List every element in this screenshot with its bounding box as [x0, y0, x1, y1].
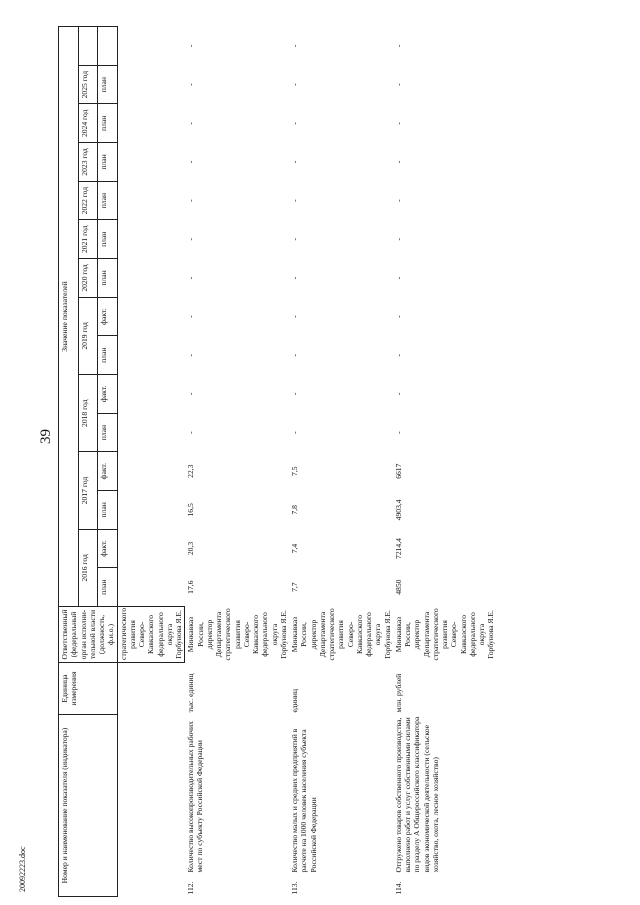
- header-plan: план: [98, 65, 118, 104]
- unit-cell: тыс. единиц: [185, 673, 195, 713]
- value-cell: -: [290, 44, 299, 48]
- responsible-cell: Минкавказ России, директор Департамента стратегического развития Северо-Кавказского федерального округа Горбунова Я.Е.: [186, 608, 288, 661]
- header-plan: план: [98, 413, 118, 452]
- indicator-name: Отгружено товаров собственного производства, выполнено работ и услуг собственными силами по разделу А Общероссийского классификатора видов экономической деятельности (сельское хозяйство, охота, лесное хозяйство): [393, 716, 440, 873]
- value-cell: -: [393, 276, 403, 280]
- header-spacer: [78, 26, 98, 65]
- value-cell: 7,8: [290, 505, 299, 515]
- value-cell: -: [185, 44, 195, 48]
- header-fact: факт.: [98, 529, 118, 568]
- value-cell: 7,5: [290, 466, 299, 476]
- header-year: 2021 год: [78, 220, 98, 259]
- header-year: 2023 год: [78, 143, 98, 182]
- value-cell: -: [290, 238, 299, 241]
- row-number: 113.: [290, 881, 299, 895]
- value-cell: -: [393, 431, 403, 434]
- unit-cell: единиц: [290, 689, 299, 713]
- value-cell: 4903,4: [393, 499, 403, 521]
- page-number: 39: [38, 429, 54, 444]
- table-row: [393, 26, 497, 896]
- value-cell: -: [290, 160, 299, 164]
- value-cell: -: [393, 122, 403, 125]
- indicator-name: Количество высокопроизводительных рабочих мест по субъекту Российской Федерации: [185, 721, 204, 873]
- table-row: [289, 26, 393, 896]
- header-plan: план: [98, 491, 118, 530]
- header-fact: факт.: [98, 297, 118, 336]
- header-year: 2016 год: [78, 529, 98, 606]
- header-year: 2024 год: [78, 104, 98, 143]
- header-year: 2020 год: [78, 259, 98, 298]
- table-row: [185, 26, 289, 896]
- value-cell: -: [290, 83, 299, 86]
- value-cell: -: [290, 315, 299, 318]
- header-plan: план: [98, 220, 118, 259]
- value-cell: -: [290, 199, 299, 202]
- header-plan: план: [98, 568, 118, 607]
- header-year: 2019 год: [78, 297, 98, 374]
- indicators-table: [58, 26, 497, 897]
- value-cell: -: [290, 431, 299, 434]
- header-number-name: Номер и наименование показателя (индикатора): [59, 715, 118, 897]
- value-cell: -: [185, 315, 195, 318]
- value-cell: -: [185, 392, 195, 396]
- header-year: 2025 год: [78, 65, 98, 104]
- value-cell: -: [290, 276, 299, 280]
- header-plan: план: [98, 181, 118, 220]
- responsible-cell: стратегического развития Северо-Кавказского федерального округа Горбунова Я.Е.: [117, 607, 185, 663]
- header-year: 2022 год: [78, 181, 98, 220]
- value-cell: 7,4: [290, 543, 299, 554]
- unit-cell: млн. рублей: [393, 673, 403, 713]
- header-values: Значение показателей: [59, 26, 79, 606]
- value-cell: -: [393, 160, 403, 164]
- value-cell: 17,6: [185, 580, 195, 594]
- value-cell: -: [393, 199, 403, 202]
- value-cell: -: [393, 83, 403, 86]
- header-plan: план: [98, 259, 118, 298]
- header-responsible: Ответственный (федеральный орган исполни-тельной власти (должность, ф.и.о.): [59, 607, 118, 663]
- value-cell: -: [393, 353, 403, 357]
- value-cell: 16,5: [185, 503, 195, 517]
- value-cell: -: [393, 392, 403, 396]
- value-cell: 7,7: [290, 582, 299, 592]
- header-plan: план: [98, 336, 118, 375]
- rotated-table-wrapper: [58, 27, 628, 897]
- value-cell: -: [393, 44, 403, 48]
- value-cell: -: [393, 238, 403, 241]
- header-fact: факт.: [98, 452, 118, 491]
- value-cell: -: [290, 392, 299, 396]
- value-cell: -: [393, 315, 403, 318]
- continuation-row: [117, 26, 185, 896]
- row-number: 114.: [393, 881, 403, 895]
- value-cell: -: [185, 353, 195, 357]
- value-cell: -: [185, 83, 195, 86]
- row-number: 112.: [185, 881, 195, 895]
- value-cell: -: [290, 122, 299, 125]
- header-year: 2017 год: [78, 452, 98, 529]
- value-cell: 4850: [393, 579, 403, 595]
- value-cell: -: [185, 276, 195, 280]
- header-plan: план: [98, 104, 118, 143]
- value-cell: -: [185, 199, 195, 202]
- header-year: 2018 год: [78, 375, 98, 452]
- header-plan: план: [98, 143, 118, 182]
- header-fact: факт.: [98, 375, 118, 414]
- responsible-cell: Минкавказ России, директор Департамента стратегического развития Северо-Кавказского федерального округа Горбунова Я.Е.: [393, 608, 496, 661]
- value-cell: -: [185, 122, 195, 125]
- value-cell: 7214,4: [393, 538, 403, 559]
- value-cell: 22,3: [185, 464, 195, 478]
- value-cell: -: [290, 353, 299, 357]
- header-spacer: [98, 26, 118, 65]
- header-unit: Единица измерения: [59, 663, 118, 715]
- value-cell: -: [185, 238, 195, 241]
- value-cell: -: [185, 431, 195, 434]
- footer-filename: 20092223.doc: [18, 846, 27, 892]
- value-cell: 20,3: [185, 541, 195, 556]
- value-cell: 6617: [393, 463, 403, 479]
- indicator-name: Количество малых и средних предприятий в расчете на 1000 человек населения субъекта Российской Федерации: [290, 728, 318, 873]
- value-cell: -: [185, 160, 195, 164]
- responsible-cell: Минкавказ России, директор Департамента стратегического развития Северо-Кавказского федерального округа Горбунова Я.Е.: [290, 608, 392, 661]
